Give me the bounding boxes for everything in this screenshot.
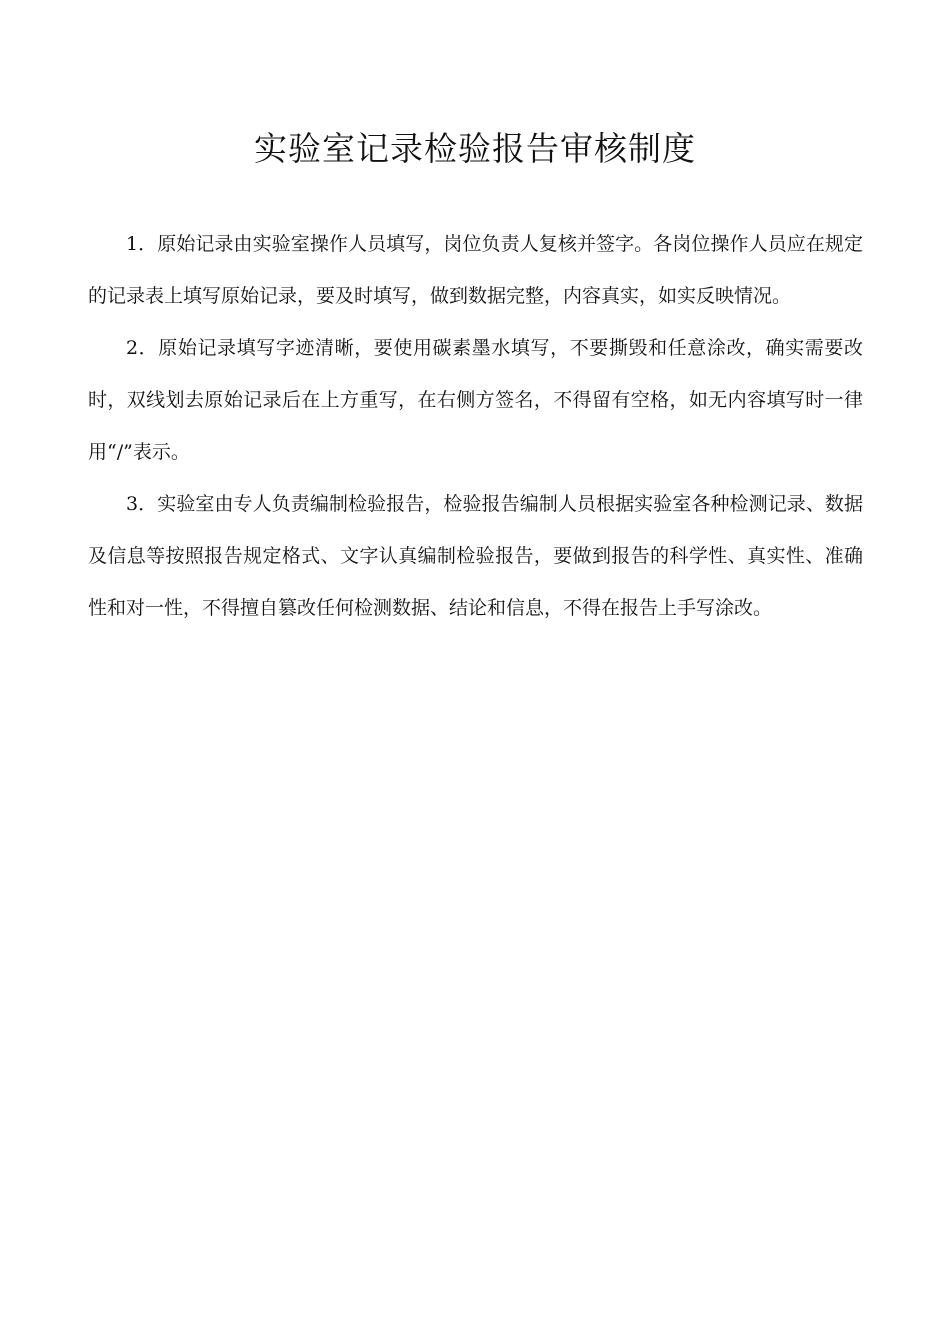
document-body xyxy=(88,218,863,634)
paragraph-1: 1．原始记录由实验室操作人员填写，岗位负责人复核并签字。各岗位操作人员应在规定的记录表上填写原始记录，要及时填写，做到数据完整，内容真实，如实反映情况。 xyxy=(88,233,863,307)
paragraph-2: 2．原始记录填写字迹清晰，要使用碳素墨水填写，不要撕毁和任意涂改，确实需要改时，双线划去原始记录后在上方重写，在右侧方签名，不得留有空格，如无内容填写时一律用“/”表示。 xyxy=(88,337,863,463)
paragraph-3: 3．实验室由专人负责编制检验报告，检验报告编制人员根据实验室各种检测记录、数据及信息等按照报告规定格式、文字认真编制检验报告，要做到报告的科学性、真实性、准确性和对一性，不得擅自篡改任何检测数据、结论和信息，不得在报告上手写涂改。 xyxy=(88,493,863,619)
page-title: 实验室记录检验报告审核制度 xyxy=(254,129,696,168)
